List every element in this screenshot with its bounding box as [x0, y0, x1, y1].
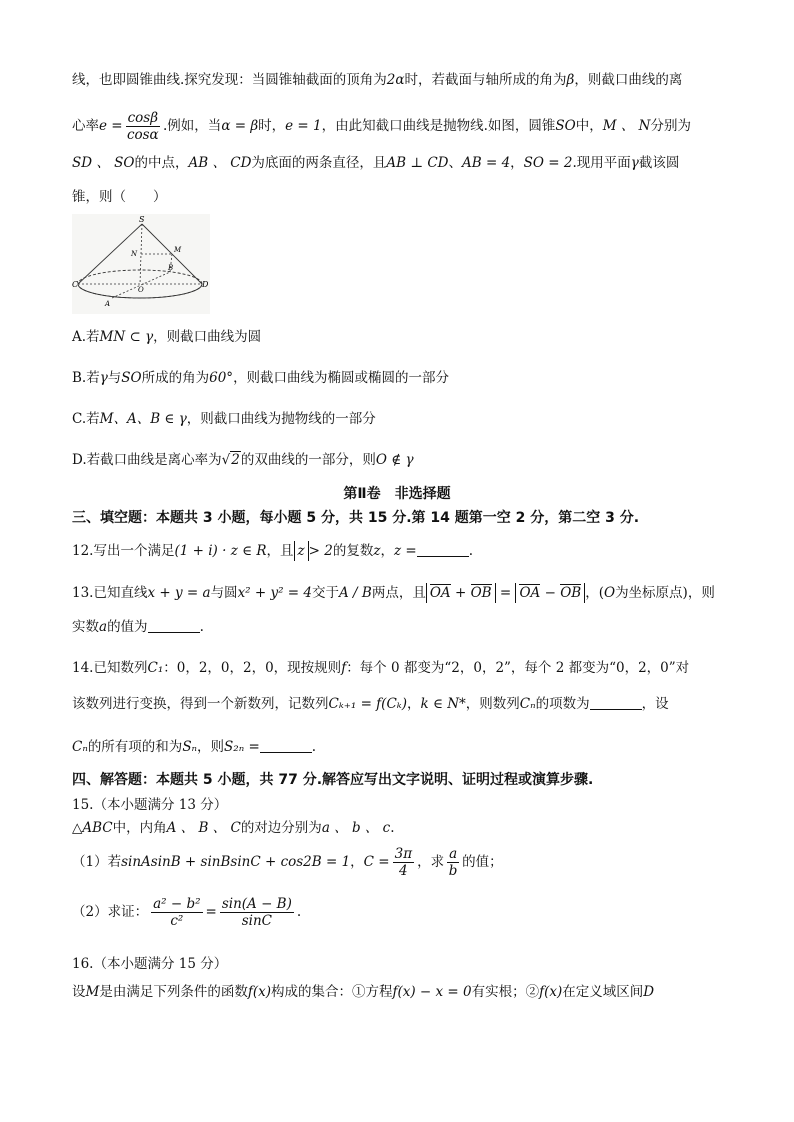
numerator: a	[449, 846, 458, 862]
text: A.若	[72, 329, 100, 345]
text: 中，	[575, 118, 603, 134]
section-3-heading: 三、填空题：本题共 3 小题，每小题 5 分，共 15 分.第 14 题第一空 2 分，第二空 3 分.	[72, 510, 640, 526]
text: 该数列进行变换，得到一个新数列，记数列	[72, 696, 329, 712]
math: MN ⊂ γ	[99, 329, 154, 345]
text: 时，	[258, 118, 286, 134]
text: 为底面的两条直径，且	[251, 155, 387, 171]
q11-line-1	[72, 70, 722, 90]
text: .	[390, 820, 395, 836]
text: ，	[380, 543, 394, 559]
text: 与	[107, 370, 122, 386]
q15-heading: 15.（本小题满分 13 分）	[72, 797, 228, 813]
math: sinAsinB + sinBsinC + cos2B = 1	[121, 854, 351, 870]
math: a	[99, 619, 108, 635]
q14-line-1	[72, 658, 722, 678]
text: ，则截口曲线为椭圆或椭圆的一部分	[233, 370, 450, 386]
q12	[72, 541, 722, 561]
vector-ob: OB	[560, 585, 582, 601]
vector-oa: OA	[519, 585, 541, 601]
text: ，	[510, 155, 524, 171]
option-c	[72, 409, 722, 429]
denominator: 4	[399, 863, 408, 879]
text: 的项数为	[535, 696, 590, 712]
math: AB 、 CD	[188, 155, 252, 171]
answer-blank-1[interactable]	[590, 695, 642, 710]
triangle-symbol: △	[72, 820, 83, 836]
answer-blank[interactable]	[417, 542, 469, 557]
minus: −	[544, 585, 556, 601]
label-n: N	[131, 250, 138, 258]
math: O	[603, 585, 616, 601]
math: C =	[363, 854, 390, 870]
q13-line-1	[72, 583, 722, 603]
vector-oa: OA	[429, 585, 451, 601]
text: 的中点，	[134, 155, 189, 171]
text: .	[199, 619, 204, 635]
math: e =	[99, 118, 123, 134]
numerator: sin(A − B)	[221, 896, 292, 912]
denominator: sinC	[241, 913, 272, 929]
plus: +	[454, 585, 467, 601]
text: ，则截口曲线为抛物线的一部分	[186, 411, 376, 427]
text: ：0，2，0，2，0，现按规则	[163, 660, 342, 676]
text: C.若	[72, 411, 100, 427]
math: A / B	[339, 585, 372, 601]
text: 的所有项的和为	[87, 739, 183, 755]
text: 有实根；②	[471, 984, 540, 1000]
text: 截该圆	[638, 155, 680, 171]
math: γ	[99, 370, 108, 386]
label-c: C	[72, 280, 79, 289]
cone-figure	[72, 214, 210, 314]
math: x² + y² = 4	[237, 585, 313, 601]
text: 中，内角	[112, 820, 167, 836]
math: (1 + i) · z ∈ R	[174, 543, 267, 559]
numerator: a² − b²	[153, 896, 201, 912]
q11-line-2	[72, 106, 722, 146]
math: f(x) − x = 0	[392, 984, 472, 1000]
label-d: D	[202, 280, 209, 289]
text: 交于	[312, 585, 340, 601]
math: SD 、 SO	[72, 155, 135, 171]
math: k ∈ N*	[420, 696, 466, 712]
eccentricity-fraction	[126, 110, 160, 143]
text: D.若截口曲线是离心率为	[72, 452, 222, 468]
text: 的复数	[332, 543, 374, 559]
text: ，	[350, 854, 364, 870]
equals: =	[205, 904, 217, 920]
math: A 、 B 、 C	[166, 820, 241, 836]
math: Cₖ₊₁ = f(Cₖ)	[328, 696, 407, 712]
math: α = β	[221, 118, 259, 134]
text: 为坐标原点)，则	[615, 585, 715, 601]
text: ，则截口曲线为圆	[153, 329, 262, 345]
modulus: z	[294, 541, 309, 561]
text: 分别为	[650, 118, 691, 134]
text: 设	[72, 984, 86, 1000]
text: 与圆	[210, 585, 238, 601]
text: ，则截口曲线的离	[574, 72, 683, 88]
text: 12.写出一个满足	[72, 543, 175, 559]
math: AB ⊥ CD	[386, 155, 449, 171]
math: O ∉ γ	[375, 452, 414, 468]
text: ：每个 0 都变为“2，0，2”，每个 2 都变为“0，2，0”对	[346, 660, 690, 676]
text: .例如，当	[163, 118, 222, 134]
math: M、A、B ∈ γ	[99, 411, 187, 427]
math: Cₙ	[519, 696, 536, 712]
vector-sum-modulus	[426, 583, 496, 603]
text: 心率	[72, 118, 99, 134]
vector-ob: OB	[470, 585, 492, 601]
math: C₁	[147, 660, 164, 676]
denominator: c²	[170, 913, 184, 929]
math: M	[85, 984, 100, 1000]
text: ，设	[641, 696, 669, 712]
math: f	[341, 660, 347, 676]
text: 线，也即圆锥曲线.探究发现：当圆锥轴截面的顶角为	[72, 72, 387, 88]
text: 、	[448, 155, 462, 171]
q16-heading: 16.（本小题满分 15 分）	[72, 956, 228, 972]
math: SO	[555, 118, 576, 134]
text: 的双曲线的一部分，则	[240, 452, 376, 468]
math: AB = 4	[462, 155, 511, 171]
math: 2α	[386, 72, 405, 88]
q16-line-1	[72, 982, 722, 1002]
math: SO	[121, 370, 142, 386]
vector-diff-modulus	[515, 583, 585, 603]
math: γ	[630, 155, 639, 171]
text: B.若	[72, 370, 100, 386]
text: 13.已知直线	[72, 585, 148, 601]
ratio-fraction	[447, 846, 459, 879]
text: 实数	[72, 619, 99, 635]
math: Cₙ	[72, 739, 88, 755]
q11-line-4	[72, 187, 722, 207]
text: ，则	[197, 739, 225, 755]
part2-title: 第Ⅱ卷 非选择题	[343, 486, 451, 502]
denominator: cosα	[126, 127, 159, 143]
text: 的值为	[107, 619, 148, 635]
section-4-heading: 四、解答题：本题共 5 小题，共 77 分.解答应写出文字说明、证明过程或演算步骤.	[72, 772, 594, 788]
math: S₂ₙ =	[224, 739, 260, 755]
q14-line-3	[72, 737, 722, 757]
text: 时，若截面与轴所成的角为	[404, 72, 567, 88]
sqrt-expression: √2	[221, 452, 240, 468]
math: f(x)	[247, 984, 271, 1000]
math: f(x)	[539, 984, 563, 1000]
text: 构成的集合：①方程	[270, 984, 393, 1000]
answer-blank-2[interactable]	[260, 738, 312, 753]
text: ，(	[585, 585, 604, 601]
math: z	[373, 543, 381, 559]
label-a: A	[105, 300, 111, 308]
equals: =	[499, 585, 512, 601]
rhs-fraction	[220, 896, 294, 929]
text: 所成的角为	[141, 370, 210, 386]
text: ，求	[417, 854, 445, 870]
math: z =	[394, 543, 417, 559]
option-b	[72, 368, 722, 388]
numerator: 3π	[394, 846, 413, 862]
angle-fraction	[393, 846, 414, 879]
q13-line-2	[72, 617, 722, 637]
q11-line-3	[72, 153, 722, 173]
q14-line-2	[72, 694, 722, 714]
text: ，且	[266, 543, 294, 559]
label-s: S	[139, 215, 145, 224]
text: .现用平面	[572, 155, 631, 171]
option-d	[72, 450, 722, 470]
math: e = 1	[285, 118, 322, 134]
math: M 、 N	[602, 118, 651, 134]
option-a	[72, 327, 722, 347]
q15-line-1	[72, 818, 722, 838]
lhs-fraction	[151, 896, 202, 929]
math: Sₙ	[182, 739, 198, 755]
q15-part-2	[72, 892, 722, 932]
label-m: M	[174, 246, 182, 254]
text: 锥，则（ ）	[72, 189, 167, 205]
text: ，则数列	[465, 696, 520, 712]
math: 60°	[209, 370, 234, 386]
numerator: cosβ	[127, 110, 159, 126]
math: SO = 2	[523, 155, 573, 171]
text: ，由此知截口曲线是抛物线.如图，圆锥	[321, 118, 556, 134]
text: 的值；	[462, 854, 503, 870]
denominator: b	[448, 863, 458, 879]
text: .	[468, 543, 474, 559]
math: x + y = a	[147, 585, 211, 601]
math: D	[643, 984, 655, 1000]
math: β	[566, 72, 575, 88]
text: 14.已知数列	[72, 660, 148, 676]
text: .	[311, 739, 317, 755]
text: 是由满足下列条件的函数	[99, 984, 248, 1000]
radicand: 2	[231, 452, 240, 468]
text: ，	[406, 696, 421, 712]
text: 的对边分别为	[240, 820, 322, 836]
math: a 、 b 、 c	[321, 820, 391, 836]
text: （1）若	[72, 854, 122, 870]
label-b: B	[168, 264, 174, 272]
text: （2）求证：	[72, 904, 149, 920]
text: 两点，且	[371, 585, 426, 601]
label-o: O	[138, 286, 144, 294]
math: ABC	[82, 820, 113, 836]
math: > 2	[308, 543, 333, 559]
answer-blank[interactable]	[148, 618, 200, 633]
q15-part-1	[72, 842, 722, 882]
text: 在定义域区间	[562, 984, 644, 1000]
text: .	[296, 904, 302, 920]
